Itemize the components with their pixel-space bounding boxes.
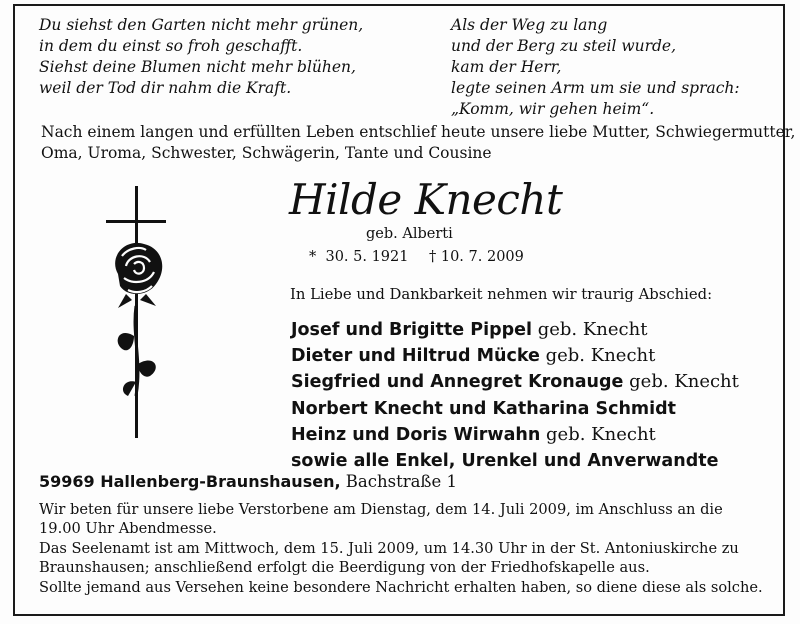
death-date <box>429 249 524 265</box>
family-list <box>291 317 739 474</box>
family-names: sowie alle Enkel, Urenkel und Anverwandte <box>291 451 719 472</box>
family-member <box>291 422 739 448</box>
address-street: Bachstraße 1 <box>340 472 457 491</box>
note-line: Wir beten für unsere liebe Verstorbene am Dienstag, dem 14. Juli 2009, im Anschluss an die <box>39 501 723 518</box>
note-line: Braunshausen; anschließend erfolgt die Beerdigung von der Friedhofskapelle aus. <box>39 559 650 577</box>
family-suffix: geb. Knecht <box>623 371 739 393</box>
family-suffix: geb. Knecht <box>532 319 648 340</box>
address <box>39 472 457 491</box>
family-member <box>291 448 739 474</box>
poem-line: und der Berg zu steil wurde, <box>451 37 677 55</box>
note-line: 19.00 Uhr Abendmesse. <box>39 520 217 538</box>
service-notes <box>39 500 779 597</box>
poem-line: weil der Tod dir nahm die Kraft. <box>39 79 292 97</box>
death-cross-icon: † <box>429 249 437 265</box>
birth-date-value: 30. 5. 1921 <box>325 249 409 265</box>
intro-text <box>41 122 796 164</box>
family-names: Siegfried und Annegret Kronauge <box>291 372 624 393</box>
intro-line: Oma, Uroma, Schwester, Schwägerin, Tante und Cousine <box>41 144 492 162</box>
poem-line: Als der Weg zu lang <box>451 16 608 34</box>
family-names: Josef und Brigitte Pippel <box>291 320 532 340</box>
farewell-text: In Liebe und Dankbarkeit nehmen wir traurig Abschied: <box>290 286 713 303</box>
family-member <box>291 396 739 422</box>
family-suffix: geb. Knecht <box>539 345 656 367</box>
note-line: Das Seelenamt ist am Mittwoch, dem 15. Juli 2009, um 14.30 Uhr in der St. Antoniuskirche zu <box>39 539 739 557</box>
family-names: Dieter und Hiltrud Mücke <box>291 346 540 367</box>
poem-line: „Komm, wir gehen heim“. <box>451 100 655 118</box>
note-line: Sollte jemand aus Versehen keine besondere Nachricht erhalten haben, so diene diese als solche. <box>39 578 763 596</box>
poem-line: Du siehst den Garten nicht mehr grünen, <box>39 16 364 34</box>
deceased-name: Hilde Knecht <box>289 175 563 224</box>
poem-right <box>451 15 740 120</box>
maiden-name: geb. Alberti <box>366 226 453 242</box>
family-suffix: geb. Knecht <box>540 423 656 445</box>
family-member <box>291 317 739 343</box>
poem-line: legte seinen Arm um sie und sprach: <box>451 79 740 97</box>
poem-line: Siehst deine Blumen nicht mehr blühen, <box>39 58 356 76</box>
family-member <box>291 369 739 395</box>
cross-with-rose-icon <box>88 186 188 438</box>
poem-line: kam der Herr, <box>451 58 562 76</box>
birth-star-icon: * <box>309 249 317 265</box>
death-date-value: 10. 7. 2009 <box>440 249 524 265</box>
family-names: Norbert Knecht und Katharina Schmidt <box>291 398 677 419</box>
poem-line: in dem du einst so froh geschafft. <box>39 37 303 55</box>
intro-line: Nach einem langen und erfüllten Leben entschlief heute unsere liebe Mutter, Schwiegermutter, <box>41 123 796 141</box>
address-city: 59969 Hallenberg-Braunshausen, <box>39 472 341 491</box>
family-member <box>291 343 739 369</box>
poem-left <box>39 15 363 99</box>
birth-date <box>309 249 408 265</box>
family-names: Heinz und Doris Wirwahn <box>291 424 541 445</box>
